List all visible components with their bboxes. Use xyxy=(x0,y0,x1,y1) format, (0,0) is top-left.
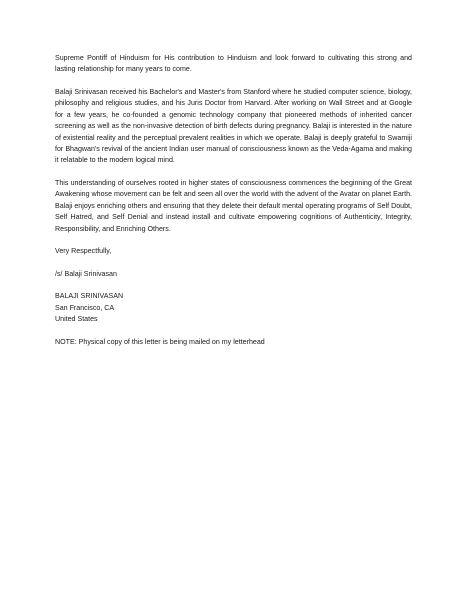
paragraph-contribution: Supreme Pontiff of Hinduism for His contribution to Hinduism and look forward to cultivating this strong and lasting relationship for many years to come. xyxy=(55,54,412,74)
paragraph-consciousness: This understanding of ourselves rooted in higher states of consciousness commences the beginning of the Great Awakening whose movement can be felt and seen all over the world with the advent of the Avatar on planet Earth. Balaji enjoys enriching others and ensuring that they delete their default mental operating programs of Self Doubt, Self Hatred, and Self Denial and instead install and cultivate empowering cognitions of Authenticity, Integrity, Responsibility, and Enriching Others. xyxy=(55,179,413,233)
paragraph-biography: Balaji Srinivasan received his Bachelor's and Master's from Stanford where he studied computer science, biology, philosophy and religious studies, and his Juris Doctor from Harvard. After working on Wall Street and at Google for a few years, he co-founded a genomic technology company that pioneered methods of inherited cancer screening as well as the non-invasive detection of birth defects during pregnancy. Balaji is interested in the nature of existential reality and the perceptual prevalent realities in which we operate. Balaji is deeply grateful to Swamiji for Bhagwan's revival of the ancient Indian user manual of consciousness known as the Veda-Agama and making it relatable to the modern logical mind. xyxy=(55,88,412,165)
signature-line: /s/ Balaji Srinivasan xyxy=(55,269,117,278)
sender-city: San Francisco, CA xyxy=(55,303,115,312)
sender-address-block xyxy=(55,291,412,325)
letter-body xyxy=(55,53,412,359)
sender-country: United States xyxy=(55,315,98,324)
closing-salutation: Very Respectfully, xyxy=(55,247,112,256)
mailing-note: NOTE: Physical copy of this letter is being mailed on my letterhead xyxy=(55,337,265,346)
sender-name: BALAJI SRINIVASAN xyxy=(55,292,124,301)
